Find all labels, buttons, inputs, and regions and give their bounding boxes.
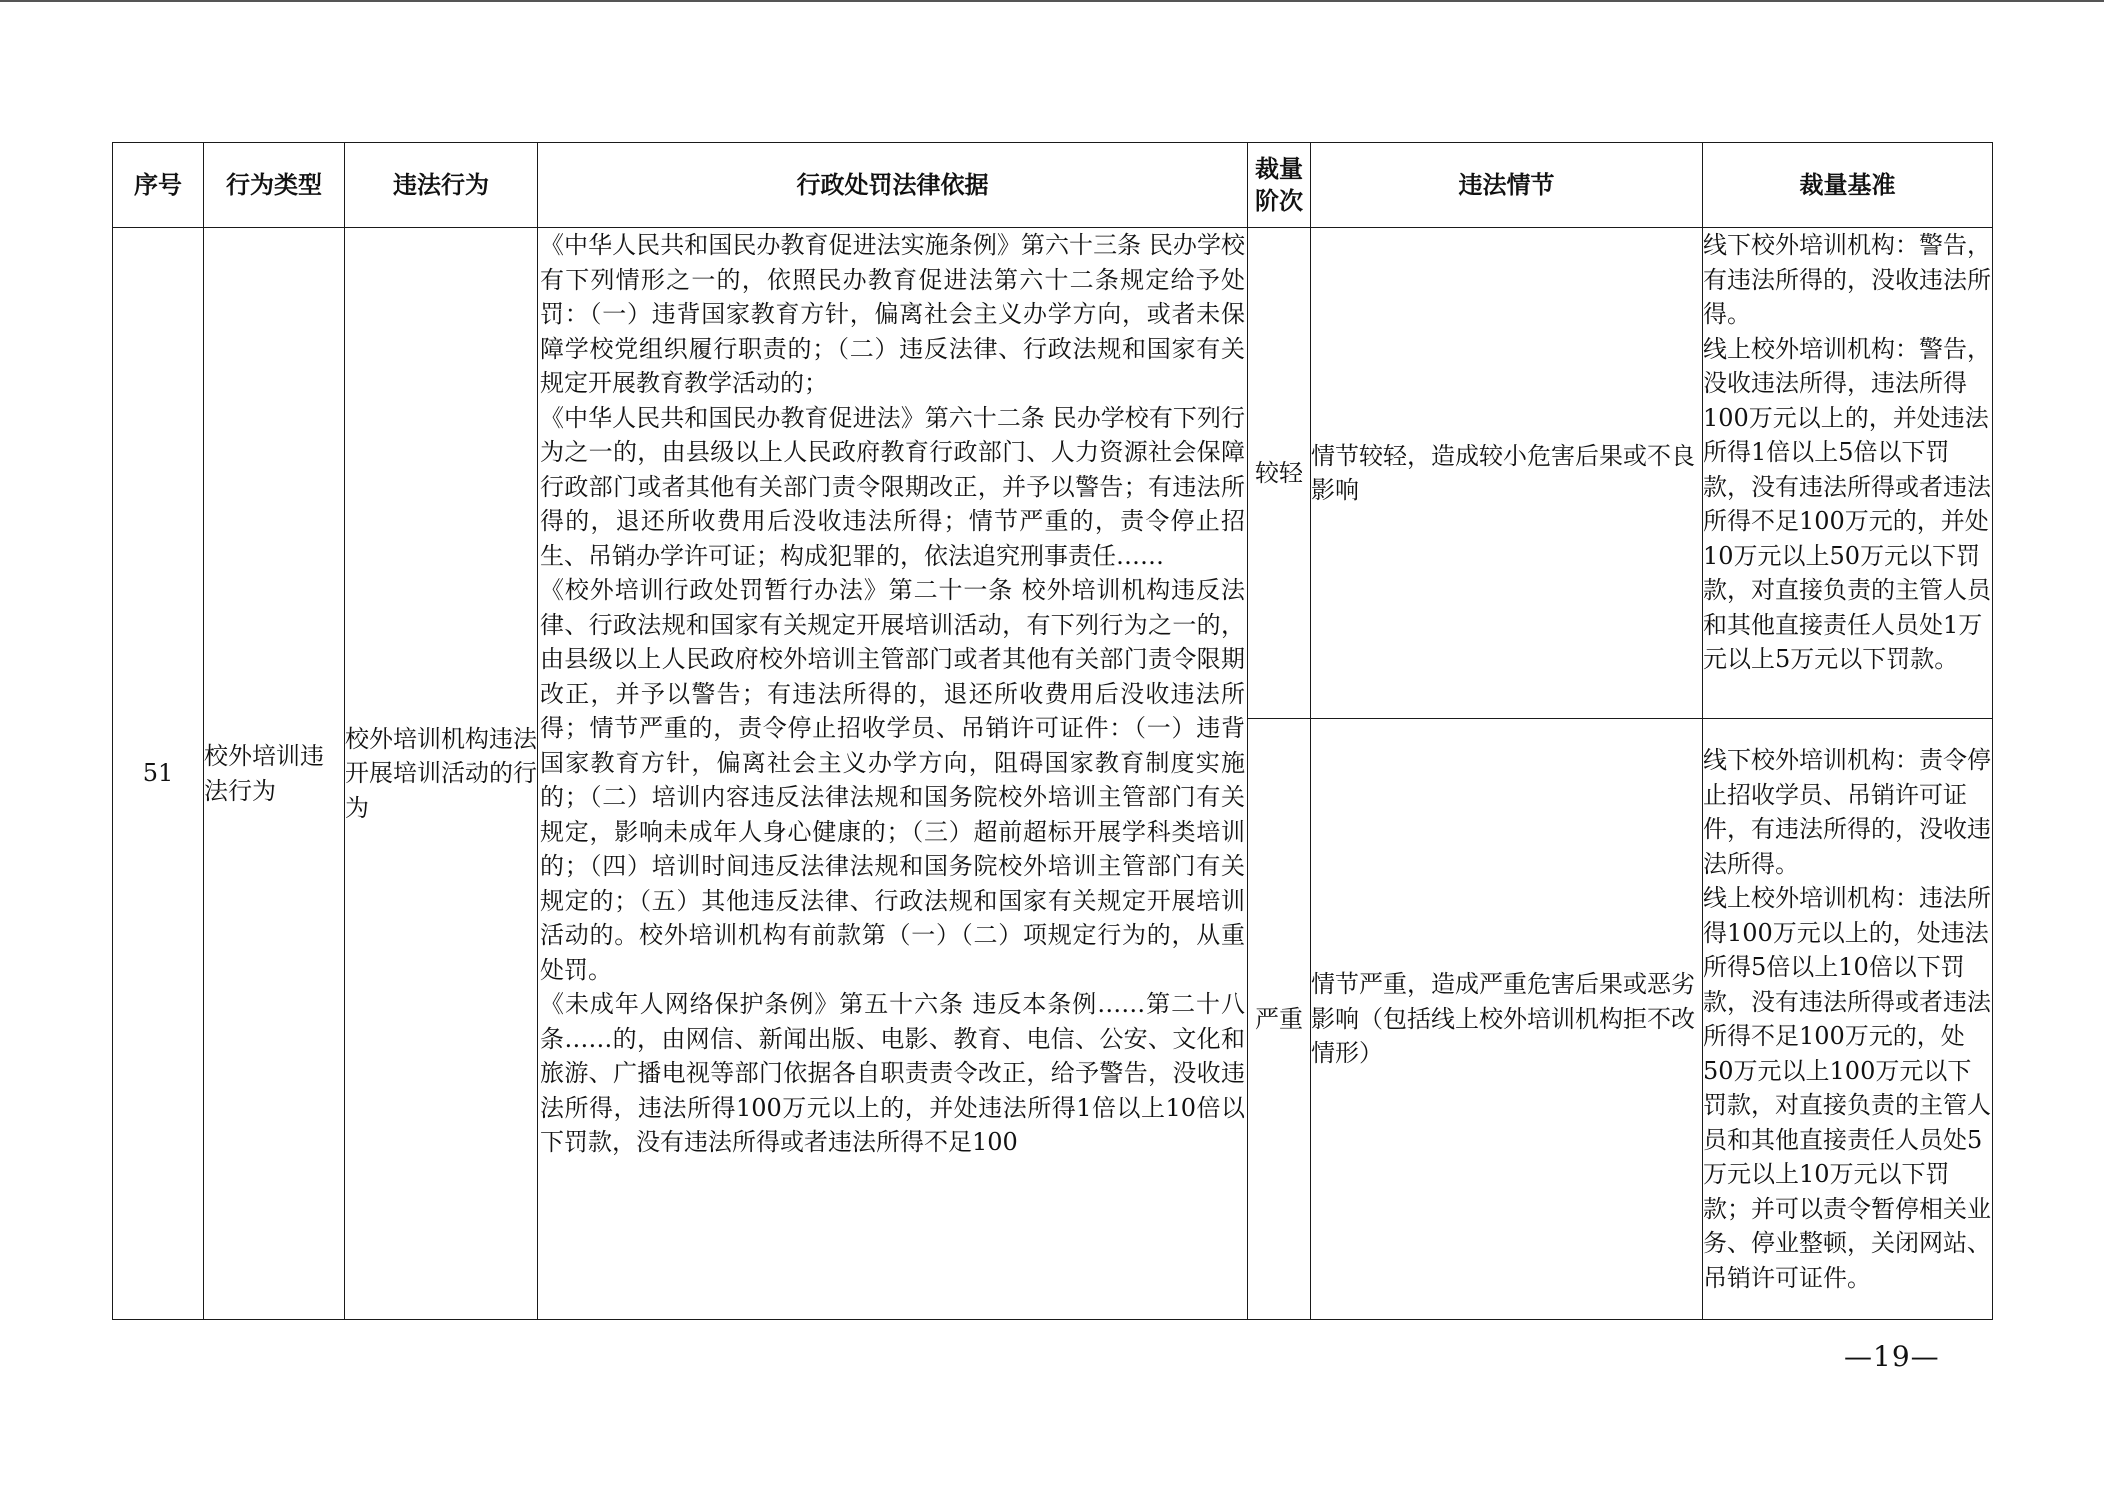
header-illegal-act: 违法行为 bbox=[345, 143, 538, 228]
row-behavior-type: 校外培训违法行为 bbox=[204, 228, 345, 1320]
standard-light-cell bbox=[1703, 228, 1993, 719]
legal-basis-paragraph: 《校外培训行政处罚暂行办法》第二十一条 校外培训机构违反法律、行政法规和国家有关规定开展培训活动，有下列行为之一的，由县级以上人民政府校外培训主管部门或者其他有关部门责令限期改正，并予以警告；有违法所得的，退还所收费用后没收违法所得；情节严重的，责令停止招收学员、吊销许可证件：（一）违背国家教育方针，偏离社会主义办学方向，阻碍国家教育制度实施的；（二）培训内容违反法律法规和国务院校外培训主管部门有关规定，影响未成年人身心健康的；（三）超前超标开展学科类培训的；（四）培训时间违反法律法规和国务院校外培训主管部门有关规定的；（五）其他违反法律、行政法规和国家有关规定开展培训活动的。校外培训机构有前款第（一）（二）项规定行为的，从重处罚。 bbox=[540, 576, 1245, 984]
header-legal-basis: 行政处罚法律依据 bbox=[538, 143, 1248, 228]
legal-basis-paragraph: 《未成年人网络保护条例》第五十六条 违反本条例……第二十八条……的，由网信、新闻出版、电影、教育、电信、公安、文化和旅游、广播电视等部门依据各自职责责令改正，给予警告，没收违法所得，违法所得100万元以上的，并处违法所得1倍以上10倍以下罚款，没有违法所得或者违法所得不足100 bbox=[540, 990, 1245, 1156]
penalty-standard-table bbox=[112, 142, 1993, 1320]
tier-severe: 严重 bbox=[1248, 719, 1311, 1320]
tier-light: 较轻 bbox=[1248, 228, 1311, 719]
standard-online-severe: 线上校外培训机构：违法所得100万元以上的，处违法所得5倍以上10倍以下罚款，没有违法所得或者违法所得不足100万元的，处50万元以上100万元以下罚款，对直接负责的主管人员和其他直接责任人员处5万元以上10万元以下罚款；并可以责令暂停相关业务、停业整顿，关闭网站、吊销许可证件。 bbox=[1703, 884, 1991, 1292]
legal-basis-paragraph: 《中华人民共和国民办教育促进法》第六十二条 民办学校有下列行为之一的，由县级以上人民政府教育行政部门、人力资源社会保障行政部门或者其他有关部门责令限期改正，并予以警告；有违法所得的，退还所收费用后没收违法所得；情节严重的，责令停止招生、吊销办学许可证；构成犯罪的，依法追究刑事责任…… bbox=[540, 403, 1245, 570]
circumstance-light: 情节较轻，造成较小危害后果或不良影响 bbox=[1311, 228, 1703, 719]
header-seq: 序号 bbox=[113, 143, 204, 228]
header-discretion-standard: 裁量基准 bbox=[1703, 143, 1993, 228]
legal-basis-cell bbox=[538, 228, 1248, 1320]
circumstance-severe: 情节严重，造成严重危害后果或恶劣影响（包括线上校外培训机构拒不改情形） bbox=[1311, 719, 1703, 1320]
table-row bbox=[113, 228, 1993, 719]
header-circumstances: 违法情节 bbox=[1311, 143, 1703, 228]
legal-basis-paragraph: 《中华人民共和国民办教育促进法实施条例》第六十三条 民办学校有下列情形之一的，依照民办教育促进法第六十二条规定给予处罚：（一）违背国家教育方针，偏离社会主义办学方向，或者未保障学校党组织履行职责的；（二）违反法律、行政法规和国家有关规定开展教育教学活动的； bbox=[540, 231, 1245, 397]
header-discretion-tier: 裁量阶次 bbox=[1248, 143, 1311, 228]
row-illegal-act: 校外培训机构违法开展培训活动的行为 bbox=[345, 228, 538, 1320]
table-header-row bbox=[113, 143, 1993, 228]
standard-severe-cell bbox=[1703, 719, 1993, 1320]
standard-offline-light: 线下校外培训机构：警告，有违法所得的，没收违法所得。 bbox=[1703, 231, 1991, 328]
standard-offline-severe: 线下校外培训机构：责令停止招收学员、吊销许可证件，有违法所得的，没收违法所得。 bbox=[1703, 746, 1991, 878]
row-seq: 51 bbox=[113, 228, 204, 1320]
header-behavior-type: 行为类型 bbox=[204, 143, 345, 228]
standard-online-light: 线上校外培训机构：警告，没收违法所得，违法所得100万元以上的，并处违法所得1倍以上5倍以下罚款，没有违法所得或者违法所得不足100万元的，并处10万元以上50万元以下罚款，对直接负责的主管人员和其他直接责任人员处1万元以上5万元以下罚款。 bbox=[1703, 334, 1991, 673]
top-border-line bbox=[0, 0, 2104, 2]
page-number: —19— bbox=[1844, 1340, 1940, 1373]
